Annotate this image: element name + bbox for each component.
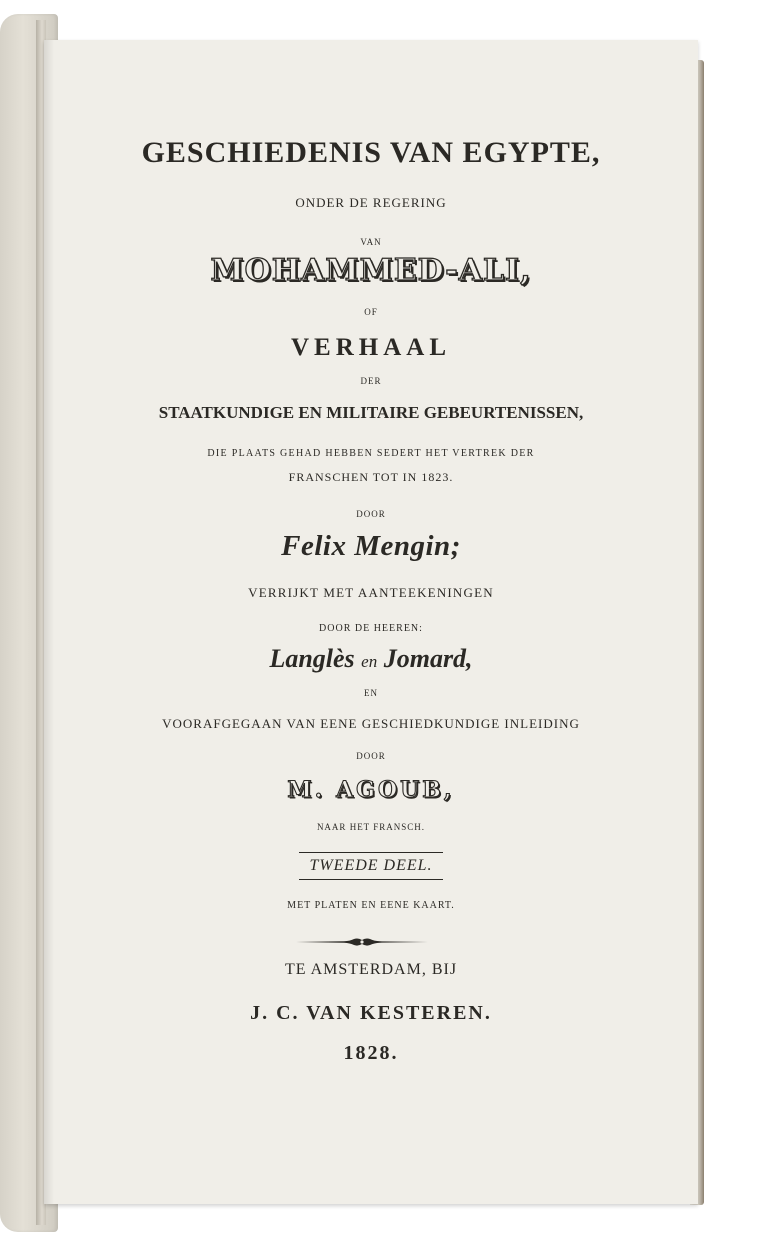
word-door-intro: DOOR [356, 751, 386, 761]
plates-note: MET PLATEN EN EENE KAART. [287, 900, 455, 911]
publication-year: 1828. [343, 1042, 399, 1064]
word-en: EN [364, 688, 378, 698]
annotator-langles: Langlès [269, 644, 355, 673]
period-line-1: DIE PLAATS GEHAD HEBBEN SEDERT HET VERTREK DER [207, 448, 535, 459]
word-of: OF [364, 307, 378, 317]
annotator-jomard: Jomard, [383, 644, 473, 673]
word-van: VAN [360, 237, 382, 247]
period-line-2: FRANSCHEN TOT IN 1823. [288, 470, 454, 484]
subtitle-reign: ONDER DE REGERING [295, 195, 447, 210]
book-title: GESCHIEDENIS VAN EGYPTE, [141, 136, 601, 169]
volume-label: TWEEDE DEEL. [299, 852, 442, 880]
volume-box [44, 852, 698, 880]
gutter-shadow [44, 40, 54, 1204]
title-page [44, 40, 698, 1204]
translation-note: NAAR HET FRANSCH. [316, 822, 426, 832]
place-line: TE AMSTERDAM, BIJ [284, 961, 458, 978]
introduction-line: VOORAFGEGAAN VAN EENE GESCHIEDKUNDIGE INLEIDING [162, 716, 580, 731]
subject-line: STAATKUNDIGE EN MILITAIRE GEBEURTENISSEN, [158, 403, 584, 422]
author-name: Felix Mengin; [281, 530, 461, 562]
annotations-line: VERRIJKT MET AANTEEKENINGEN [248, 585, 494, 600]
printer-rule-ornament-icon [294, 935, 430, 949]
word-verhaal: VERHAAL [290, 334, 451, 361]
word-door-author: DOOR [356, 509, 386, 519]
by-gentlemen-line: DOOR DE HEEREN: [319, 623, 423, 634]
publisher-name: J. C. VAN KESTEREN. [250, 1002, 492, 1024]
ruler-name: MOHAMMED-ALI, [210, 253, 532, 288]
word-der: DER [360, 376, 382, 386]
annotators-line [44, 646, 698, 672]
introducer-name: M. AGOUB, [287, 777, 455, 803]
annotators-conjunction: en [361, 652, 378, 671]
